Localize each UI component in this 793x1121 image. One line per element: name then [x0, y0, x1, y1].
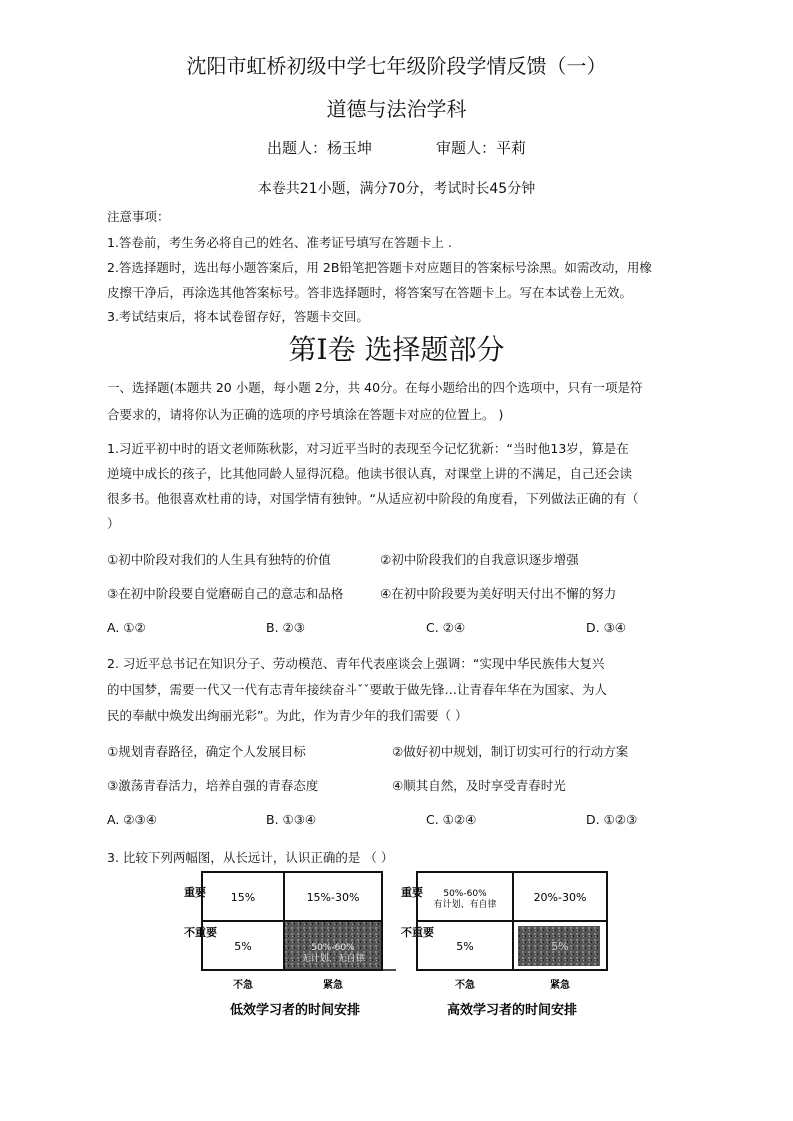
- section-intro-1: 一、选择题(本题共 20 小题，每小题 2分，共 40分。在每小题给出的四个选项中，只有一项是符: [107, 380, 643, 395]
- q1-item-2: ②初中阶段我们的自我意识逐步增强: [380, 552, 579, 567]
- q2-item-1: ①规划青春路径，确定个人发展目标: [107, 744, 306, 759]
- high-cell-3: 5%: [456, 940, 474, 953]
- q2-choice-d: D. ①②③: [586, 812, 638, 827]
- q2-line-2: 的中国梦，需要一代又一代有志青年接续奋斗ˇˇ要敢于做先锋…让青春年华在为国家、为人: [107, 682, 608, 697]
- low-efficiency-figure: [170, 866, 400, 1026]
- section-intro-2: 合要求的，请将你认为正确的选项的序号填涂在答题卡对应的位置上。 ): [107, 407, 504, 422]
- low-cell-4: 50%-60%无计划、无自律: [301, 943, 365, 964]
- q1-line-2: 逆境中成长的孩子，比其他同龄人显得沉稳。他读书很认真，对课堂上讲的不满足，自己还会读: [107, 466, 633, 481]
- high-caption: 高效学习者的时间安排: [446, 1003, 578, 1018]
- authors-line: [0, 137, 793, 158]
- q1-choice-d: D. ③④: [586, 620, 626, 635]
- high-cell-2: 20%-30%: [533, 891, 587, 904]
- q2-choice-a: A. ②③④: [107, 812, 157, 827]
- q2-item-4: ④顺其自然，及时享受青春时光: [392, 778, 566, 793]
- notes-line-2: 2.答选择题时，选出每小题答案后，用 2B铅笔把答题卡对应题目的答案标号涂黑。如需改动，用橡: [107, 260, 652, 275]
- section-title: 第Ⅰ卷 选择题部分: [288, 333, 505, 366]
- q1-choice-a: A. ①②: [107, 620, 146, 635]
- high-row-label-unimportant: 不重要: [401, 926, 434, 939]
- high-col-label-urgent: 紧急: [550, 980, 570, 991]
- low-cell-2: 15%-30%: [306, 891, 360, 904]
- q1-item-4: ④在初中阶段要为美好明天付出不懈的努力: [380, 586, 617, 601]
- low-col-label-not-urgent: 不急: [233, 980, 253, 991]
- q1-choice-b: B. ②③: [266, 620, 305, 635]
- low-row-label-important: 重要: [184, 886, 206, 899]
- q2-line-1: 2. 习近平总书记在知识分子、劳动模范、青年代表座谈会上强调：“实现中华民族伟大复兴: [107, 656, 605, 671]
- q1-line-1: 1.习近平初中时的语文老师陈秋影，对习近平当时的表现至今记忆犹新：“当时他13岁，算是在: [107, 441, 629, 456]
- exam-info: 本卷共21小题，满分70分，考试时长45分钟: [257, 181, 536, 197]
- notes-line-4: 3.考试结束后，将本试卷留存好，答题卡交回。: [107, 309, 369, 324]
- q1-line-3: 很多书。他很喜欢杜甫的诗，对国学情有独钟。“从适应初中阶段的角度看，下列做法正确的有（: [107, 491, 639, 506]
- q1-line-4: ）: [107, 516, 120, 531]
- notes-line-1: 1.答卷前，考生务必将自己的姓名、准考证号填写在答题卡上 .: [107, 235, 452, 250]
- low-col-label-urgent: 紧急: [323, 980, 343, 991]
- subject-title: 道德与法治学科: [326, 97, 467, 121]
- q3-line: 3. 比较下列两幅图，从长远计，认识正确的是 （ ）: [107, 850, 394, 865]
- q1-item-1: ①初中阶段对我们的人生具有独特的价值: [107, 552, 331, 567]
- q2-line-3: 民的奉献中焕发出绚丽光彩”。为此，作为青少年的我们需要（ ）: [107, 708, 468, 723]
- q2-choice-c: C. ①②④: [426, 812, 477, 827]
- exam-title: 沈阳市虹桥初级中学七年级阶段学情反馈（一）: [186, 54, 607, 78]
- q2-item-3: ③激荡青春活力，培养自强的青春态度: [107, 778, 319, 793]
- q2-choice-b: B. ①③④: [266, 812, 317, 827]
- q1-item-3: ③在初中阶段要自觉磨砺自己的意志和品格: [107, 586, 344, 601]
- reviewer: 审题人：平莉: [436, 139, 527, 157]
- high-cell-4: 5%: [551, 940, 569, 953]
- q1-choice-c: C. ②④: [426, 620, 466, 635]
- notes-heading: 注意事项：: [107, 209, 170, 224]
- notes-line-3: 皮擦干净后，再涂选其他答案标号。答非选择题时，将答案写在答题卡上。写在本试卷上无效。: [107, 285, 633, 300]
- q2-item-2: ②做好初中规划，制订切实可行的行动方案: [392, 744, 629, 759]
- low-cell-3: 5%: [234, 940, 252, 953]
- low-cell-1: 15%: [230, 891, 256, 904]
- high-row-label-important: 重要: [401, 886, 423, 899]
- low-caption: 低效学习者的时间安排: [229, 1003, 361, 1018]
- low-row-label-unimportant: 不重要: [184, 926, 217, 939]
- high-col-label-not-urgent: 不急: [455, 980, 475, 991]
- high-efficiency-figure: [395, 866, 625, 1026]
- author: 出题人：杨玉坤: [266, 139, 372, 157]
- high-cell-1: 50%-60%有计划、有自律: [433, 889, 497, 910]
